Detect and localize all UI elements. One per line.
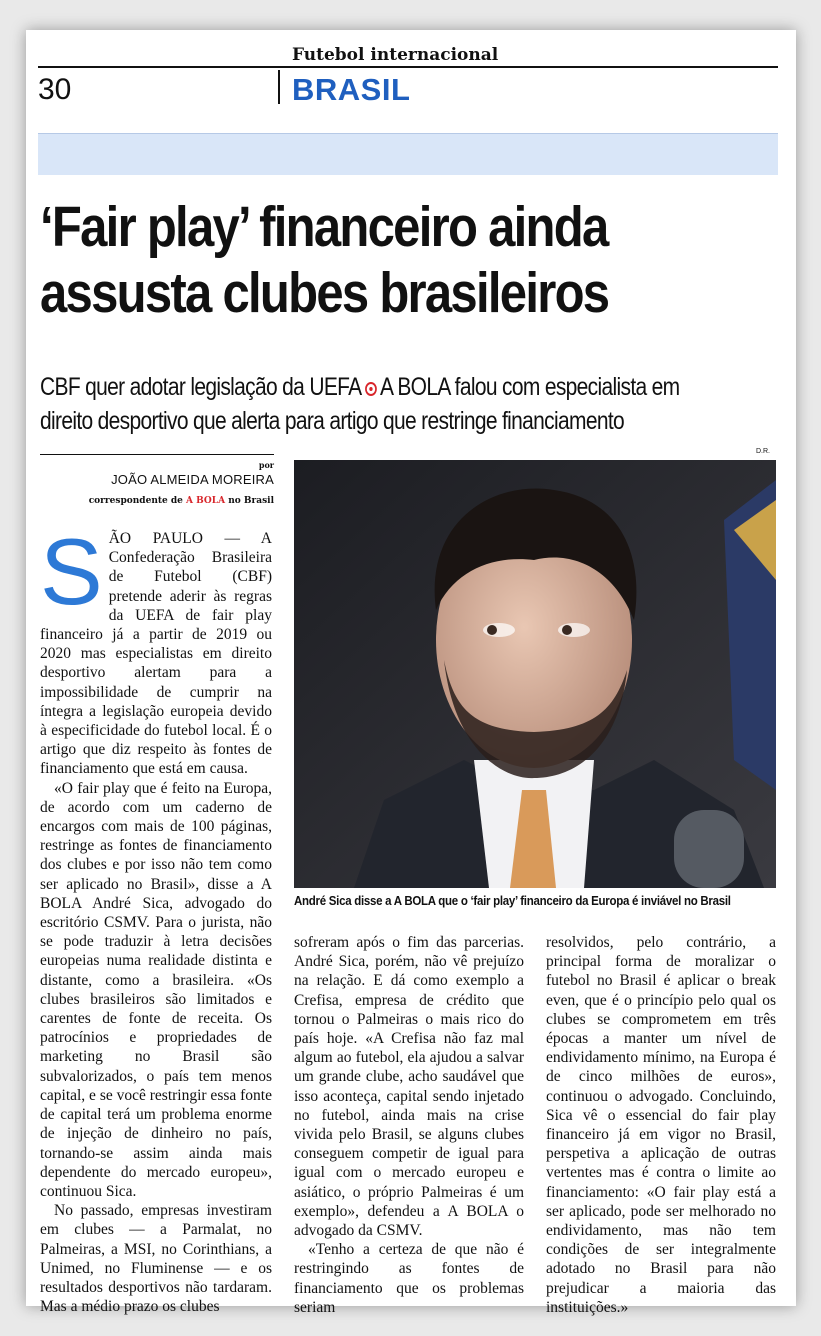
article-column-2	[294, 933, 524, 1317]
subheadline	[40, 370, 679, 438]
newspaper-logo-text: A BOLA	[186, 496, 226, 506]
headline	[40, 194, 676, 326]
article-column-1	[40, 519, 272, 1316]
article-photo	[294, 460, 776, 888]
bullet-icon	[365, 382, 377, 396]
paragraph: «Tenho a certeza de que não é restringindo as fontes de financiamento que os problemas seriam	[294, 1241, 524, 1316]
byline-por: por	[258, 460, 274, 470]
subhead-part-2: A BOLA falou com especialista em	[379, 373, 680, 401]
header-divider	[278, 70, 280, 104]
drop-cap: S	[40, 519, 103, 624]
paragraph: «O fair play que é feito na Europa, de acordo com um caderno de encargos com mais de 100 páginas, restringe as fontes de financiamento dos clubes e por isso não tem como ser aplicado no Brasil», disse a A BOLA André Sica, advogado do escritório CSMV. Para o jurista, não se pode traduzir à letra decisões europeias numa realidade distinta e distante, como a brasileira. «Os clubes brasileiros são limitados e carentes de fonte de receita. Os patrocínios e propriedades de marketing no Brasil são subvalorizados, o país tem menos capital, e se você restringir essa fonte de capital terá um problema enorme de injeção de dinheiro no país, tornando-se assim ainda mais dependente do mercado europeu», continuou Sica.	[40, 779, 272, 1200]
newspaper-page	[26, 30, 796, 1316]
section-label: Futebol internacional	[292, 45, 499, 65]
portrait-illustration	[294, 460, 776, 888]
paragraph: No passado, empresas investiram em clubes — a Parmalat, no Palmeiras, a MSI, no Corinthians, a Unimed, no Fluminense — e os resultados desportivos não tardaram. Mas a médio prazo os clubes	[40, 1202, 272, 1316]
header-band	[38, 133, 778, 175]
byline-role-location: no Brasil	[228, 496, 274, 506]
subhead-line-2: direito desportivo que alerta para artigo que restringe financiamento	[40, 407, 625, 435]
region-label: BRASIL	[292, 72, 411, 107]
byline-role-text: correspondente de	[88, 496, 183, 506]
paragraph: resolvidos, pelo contrário, a principal forma de moralizar o futebol no Brasil é aplicar o break even, que é o princípio pelo qual os clubes se comprometem em três épocas a manter um nível de endividamento mínimo, na Europa é de cinco milhões de euros», continuou o advogado. Concluindo, Sica vê o essencial do fair play financeiro já em vigor no Brasil, perspetiva a aplicação de outras vertentes mas é contra o limite ao financiamento: «O fair play está a ser aplicado, pode ser melhorado no endividamento, mas não tem condições de ser integralmente adotado no Brasil para não prejudicar a maioria das instituições.»	[546, 934, 776, 1316]
byline-rule	[40, 454, 274, 455]
photo-caption: André Sica disse a A BOLA que o ‘fair play’ financeiro da Europa é inviável no Brasil	[294, 894, 731, 908]
paragraph: sofreram após o fim das parcerias. André Sica, porém, não vê prejuízo na relação. E dá como exemplo a Crefisa, empresa de crédito que tornou o Palmeiras o mais rico do país hoje. «A Crefisa não faz mal algum ao futebol, ela ajudou a salvar um grande clube, acho saudável que isso aconteça, capital sendo injetado no futebol, ainda mais na crise vivida pelo Brasil, se alguns clubes conseguem competir de igual para igual com o mercado europeu e asiático, o próprio Palmeiras é um exemplo», defendeu a A BOLA o advogado da CSMV.	[294, 934, 524, 1240]
page-number: 30	[38, 73, 72, 106]
article-column-3	[546, 933, 776, 1317]
header-rule	[38, 66, 778, 68]
subhead-part-1: CBF quer adotar legislação da UEFA	[40, 373, 362, 401]
headline-line-1: ‘Fair play’ financeiro ainda	[40, 195, 608, 259]
paragraph: ÃO PAULO — A Confederação Brasileira de Futebol (CBF) pretende aderir às regras da UEFA de fair play financeiro já a partir de 2019 ou 2020 mas especialistas em direito desportivo alertam para a impossibilidade de cumprir na íntegra a legislação europeia devido à especificidade do futebol local. É o artigo que diz respeito às fontes de financiamento que está em causa.	[40, 530, 272, 778]
photo-credit: D.R.	[756, 448, 770, 455]
byline-role	[40, 496, 274, 506]
headline-line-2: assusta clubes brasileiros	[40, 261, 609, 325]
byline-author: JOÃO ALMEIDA MOREIRA	[111, 472, 274, 487]
